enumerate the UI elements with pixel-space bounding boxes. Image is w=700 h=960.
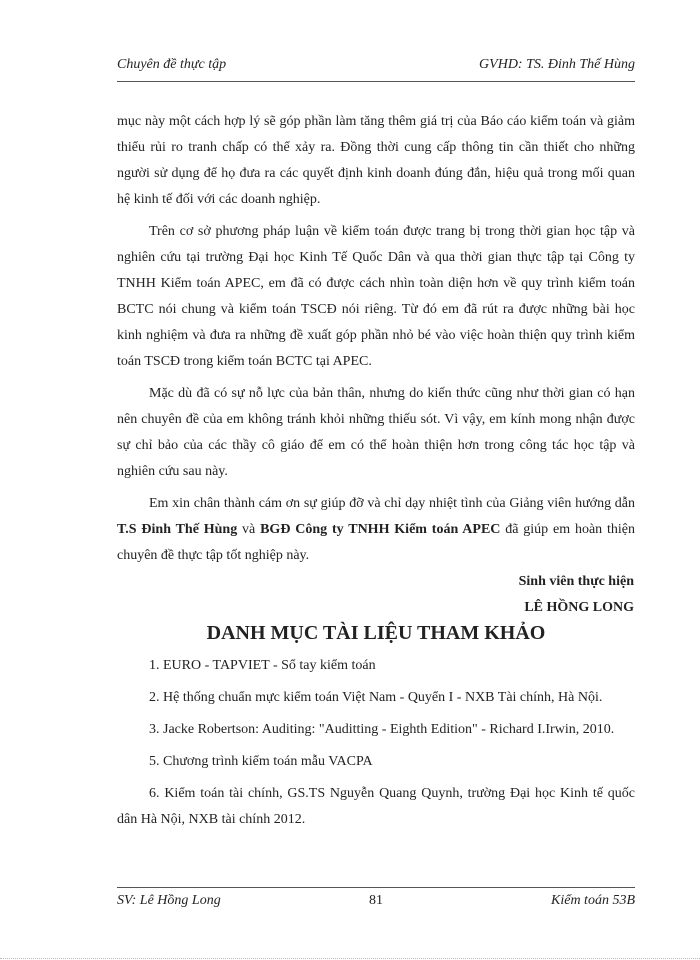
reference-item: 2. Hệ thống chuẩn mực kiểm toán Việt Nam - Quyển I - NXB Tài chính, Hà Nội. xyxy=(149,690,603,705)
reference-item: 6. Kiểm toán tài chính, GS.TS Nguyễn Quang Quynh, trường Đại học Kinh tế quốc dân Hà Nội, NXB tài chính 2012. xyxy=(117,786,635,827)
footer-rule xyxy=(117,887,635,888)
page-number: 81 xyxy=(369,893,383,908)
document-body xyxy=(117,109,635,575)
thanks-text: Em xin chân thành cám ơn sự giúp đỡ và chỉ dạy nhiệt tình của Giảng viên hướng dẫn xyxy=(149,496,635,511)
page-bottom-edge xyxy=(0,958,700,959)
header-rule xyxy=(117,81,635,82)
signature-block xyxy=(117,569,634,621)
paragraph-3: Mặc dù đã có sự nỗ lực của bản thân, nhưng do kiến thức cũng như thời gian có hạn nên chuyên đề của em không tránh khỏi những thiếu sót. Vì vậy, em kính mong nhận được sự chỉ bảo của các thầy cô giáo để em có thể hoàn thiện hơn trong công tác học tập và nghiên cứu sau này. xyxy=(117,386,635,479)
references-title: DANH MỤC TÀI LIỆU THAM KHẢO xyxy=(206,622,546,644)
paragraph-4 xyxy=(117,491,635,569)
thanks-conjunction: và xyxy=(237,522,261,537)
footer-class: Kiểm toán 53B xyxy=(551,893,635,908)
reference-item: 3. Jacke Robertson: Auditing: "Auditting - Eighth Edition" - Richard I.Irwin, 2010. xyxy=(149,722,615,737)
paragraph-2: Trên cơ sở phương pháp luận về kiểm toán được trang bị trong thời gian học tập và nghiên cứu tại trường Đại học Kinh Tế Quốc Dân và qua thời gian thực tập tại Công ty TNHH Kiểm toán APEC, em đã có được cách nhìn toàn diện hơn về quy trình kiểm toán BCTC nói chung và kiểm toán TSCĐ nói riêng. Từ đó em đã rút ra được những bài học kinh nghiệm và đưa ra những đề xuất góp phần nhỏ bé vào việc hoàn thiện quy trình kiểm toán TSCĐ trong kiểm toán BCTC tại APEC. xyxy=(117,224,635,369)
signature-role: Sinh viên thực hiện xyxy=(518,574,634,589)
paragraph-1: mục này một cách hợp lý sẽ góp phần làm tăng thêm giá trị của Báo cáo kiểm toán và giảm thiểu rủi ro tranh chấp có thể xảy ra. Đồng thời cung cấp thông tin cần thiết cho những người sử dụng để họ đưa ra các quyết định kinh doanh đúng đắn, hiệu quả trong mối quan hệ kinh tế đối với các doanh nghiệp. xyxy=(117,114,635,207)
supervisor-name: T.S Đinh Thế Hùng xyxy=(117,522,238,537)
footer-student: SV: Lê Hồng Long xyxy=(117,893,221,908)
reference-item: 1. EURO - TAPVIET - Sổ tay kiểm toán xyxy=(149,658,376,673)
header-supervisor: GVHD: TS. Đinh Thế Hùng xyxy=(479,57,635,72)
signature-name: LÊ HỒNG LONG xyxy=(524,600,634,615)
thanks-closing: đã giúp em hoàn thiện chuyên đề thực tập tốt nghiệp này. xyxy=(117,522,635,563)
header-course-title: Chuyên đề thực tập xyxy=(117,57,227,72)
references-list xyxy=(117,653,635,839)
company-board: BGĐ Công ty TNHH Kiểm toán APEC xyxy=(260,522,501,537)
reference-item: 5. Chương trình kiểm toán mẫu VACPA xyxy=(149,754,373,769)
